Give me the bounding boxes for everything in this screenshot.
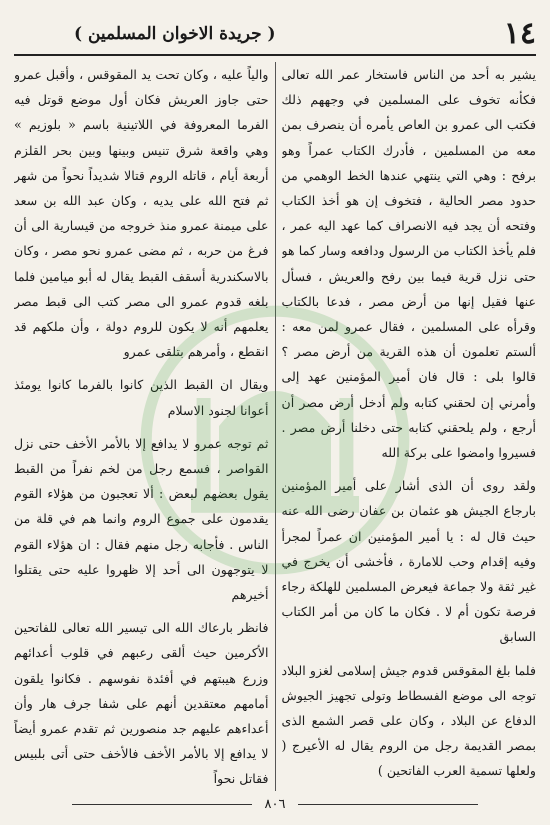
page-footer — [0, 797, 550, 817]
left-column — [14, 62, 269, 791]
page-number: ١٤ — [503, 16, 536, 51]
page-header — [14, 14, 536, 56]
paragraph: ولقد روى أن الذى أشار على أمير المؤمنين بارجاع الجيش هو عثمان بن عفان رضى الله عنه حيث قال له : يا أمير المؤمنين ان عمراً لمجرأ وفيه إقدام وحب للامارة ، فأخشى أن يخرج في غير ثقة ولا جماعة فيعرض المسلمين للهلكة رجاء فرصة تكون أم لا . فكان ما كان من أمر الكتاب السابق — [281, 478, 536, 645]
right-column — [282, 62, 537, 791]
column-divider — [275, 62, 276, 791]
paragraph: فانظر بارعاك الله الى تيسير الله تعالى للفاتحين الأكرمين حيث ألقى رعبهم في قلوب أعدائهم وزرع هيبتهم في أفئدة نفوسهم . فكانوا يلقون أمامهم معتقدين أنهم على شفا جرف هار وأن أعداءهم عليهم جد منصورين ثم تقدم عمرو أيضاً لا يدافع إلا بالأمر الأخف فالأخف حتى أتى بلبيس فقاتل نحواً — [14, 620, 269, 787]
paragraph: ويقال ان القبط الذين كانوا بالفرما كانوا يومئذ أعوانا لجنود الاسلام — [14, 377, 269, 418]
paragraph: فلما بلغ المقوقس قدوم جيش إسلامى لغزو البلاد توجه الى موضع الفسطاط وتولى تجهيز الجيوش الدفاع عن البلاد ، وكان على قصر الشمع الذى بمصر القديمة رجل من الروم يقال له الأعيرج ( ولعلها تسمية العرب الفاتحين ) — [281, 662, 536, 779]
text-columns — [14, 62, 536, 791]
footer-page-marker: ٨٠٦ — [264, 797, 286, 812]
paragraph: والياً عليه ، وكان تحت يد المقوقس ، وأقبل عمرو حتى جاوز العريش فكان أول موضع قوتل فيه الفرما المعروفة في اللاتينية باسم « بلوزيم » وهي واقعة شرق تنيس وبينها وبين بحر القلزم أربعة أيام ، قاتله الروم قتالا شديداً نحواً من شهر ثم فتح الله على يديه ، وكان عبد الله بن سعد على ميمنة عمرو منذ خروجه من قيسارية الى أن فرغ من حربه ، ثم مضى عمرو نحو مصر ، وكان بالاسكندرية أسقف القبط يقال له أبو ميامين فلما بلغه قدوم عمرو الى مصر كتب الى قبط مصر يعلمهم أنه لا يكون للروم دولة ، وأن ملكهم قد انقطع ، وأمرهم بتلقى عمرو — [14, 67, 269, 360]
paragraph: ثم توجه عمرو لا يدافع إلا بالأمر الأخف حتى نزل القواصر ، فسمع رجل من لخم نفراً من القبط يقول بعضهم لبعض : ألا تعجبون من هؤلاء القوم يقدمون على جموع الروم وانما هم في قلة من الناس . فأجابه رجل منهم فقال : ان هؤلاء القوم لا يتوجهون الى أحد إلا ظهروا عليه حتى يقتلوا أخيرهم — [14, 435, 269, 603]
journal-title: ( جريدة الاخوان المسلمين ) — [74, 24, 276, 44]
paragraph: يشير به أحد من الناس فاستخار عمر الله تعالى فكأنه تخوف على المسلمين في وجههم ذلك فكتب الى عمرو بن العاص يأمره أن ينصرف بمن معه من المسلمين ، فأدرك الكتاب عمراً وهو برفح : وهي التي ينتهي عندها الخط الوهمي من حدود مصر الحالية ، فتخوف إن هو أخذ الكتاب وفتحه أن يجد فيه الانصراف كما عهد اليه عمر ، فلم يأخذ الكتاب من الرسول ودافعه وسار كما هو حتى نزل قرية فيما بين رفح والعريش ، فسأل عنها فقيل إنها من أرض مصر ، فدعا بالكتاب وقرأه على المسلمين ، فقال عمرو لمن معه : ألستم تعلمون أن هذه القرية من أرض مصر ؟ قالوا بلى : قال فان أمير المؤمنين عهد إلى وأمرني إن لحقني كتابه ولم أدخل أرض مصر أن أرجع ، ولم يلحقني كتابه حتى دخلنا أرض مصر . فسيروا وامضوا على بركة الله — [281, 67, 536, 461]
